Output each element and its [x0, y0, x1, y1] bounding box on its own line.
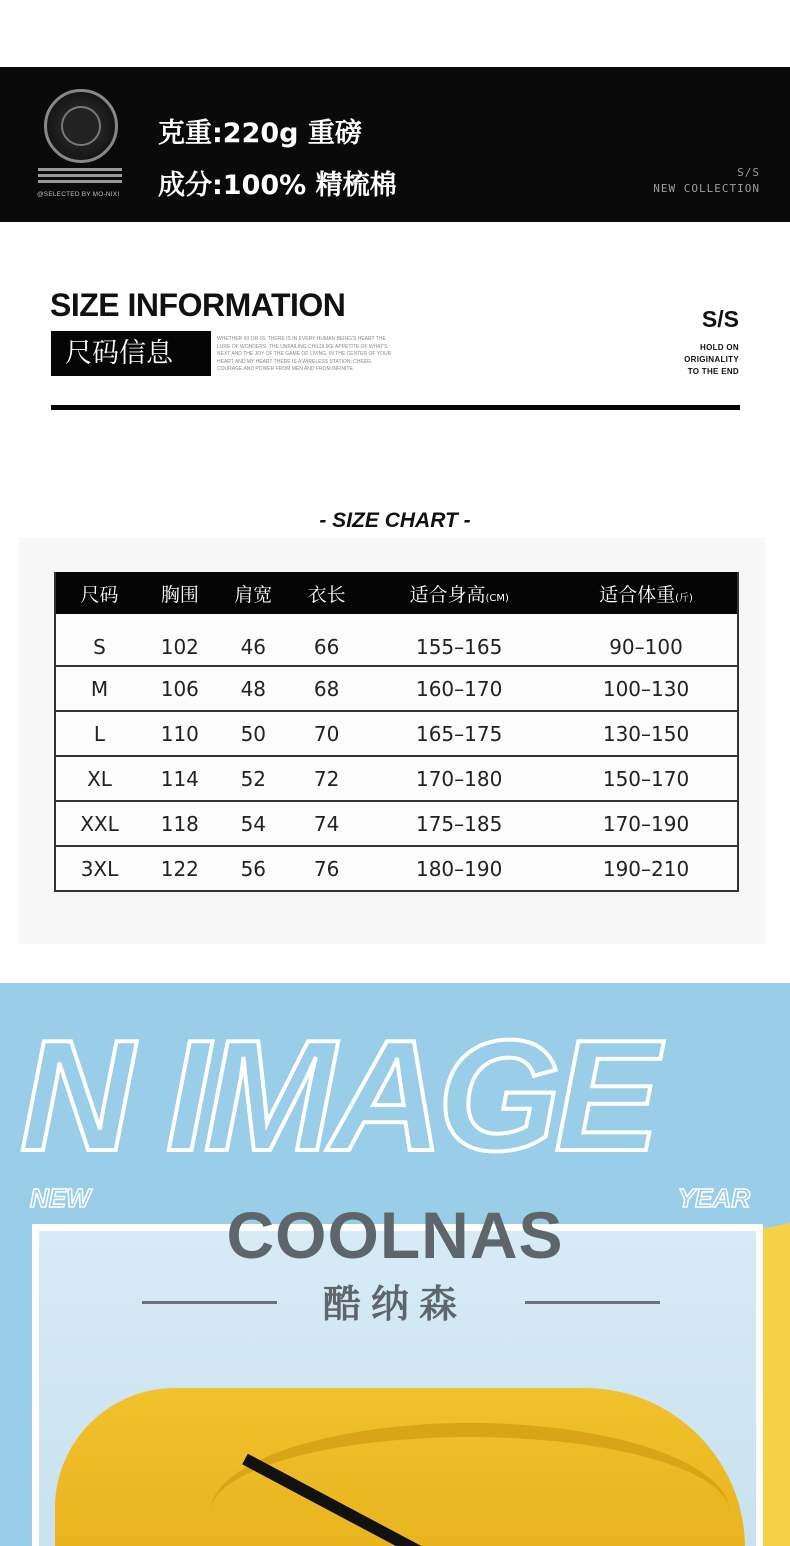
table-cell: 130–150 — [555, 711, 738, 756]
new-tag: NEW — [30, 1183, 91, 1213]
table-cell: 68 — [290, 666, 363, 711]
table-row — [55, 666, 738, 711]
header-unit: (斤) — [675, 592, 693, 604]
table-row — [55, 801, 738, 846]
header-unit: (CM) — [485, 592, 509, 604]
size-table-body — [55, 614, 738, 891]
table-cell: 66 — [290, 614, 363, 666]
table-cell: 170–180 — [363, 756, 555, 801]
header-label: 适合身高 — [409, 583, 486, 606]
badge-stripes — [38, 168, 122, 186]
header-label: 衣长 — [307, 583, 346, 606]
table-cell: 180–190 — [363, 846, 555, 891]
table-cell: 74 — [290, 801, 363, 846]
size-table-header-cell — [143, 572, 217, 614]
table-row — [55, 756, 738, 801]
slogan-line-2: ORIGINALITY — [684, 355, 739, 364]
table-cell: 76 — [290, 846, 363, 891]
size-information-title: SIZE INFORMATION — [50, 287, 346, 323]
table-cell: 72 — [290, 756, 363, 801]
table-cell: XXL — [55, 801, 143, 846]
table-cell: 50 — [217, 711, 290, 756]
table-cell: 102 — [143, 614, 217, 666]
slogan-line-3: TO THE END — [687, 367, 739, 376]
size-info-cn-label: 尺码信息 — [51, 331, 211, 376]
table-cell: 155–165 — [363, 614, 555, 666]
table-row — [55, 846, 738, 891]
slogan — [684, 342, 739, 378]
spec-banner — [0, 67, 790, 222]
table-cell: 160–170 — [363, 666, 555, 711]
badge-caption: @SELECTED BY MO-NIXI — [37, 191, 120, 198]
table-cell: 46 — [217, 614, 290, 666]
brand-cn-name: 酷纳森 — [322, 1282, 467, 1326]
season-label: S/S — [737, 166, 760, 179]
table-cell: 170–190 — [555, 801, 738, 846]
table-cell: 3XL — [55, 846, 143, 891]
table-cell: 52 — [217, 756, 290, 801]
tiger-badge-icon — [44, 89, 118, 163]
table-cell: L — [55, 711, 143, 756]
collection-label — [653, 165, 760, 197]
headline: N IMAGE — [20, 1008, 654, 1184]
table-cell: M — [55, 666, 143, 711]
size-table-header — [55, 572, 738, 614]
header-label: 适合体重 — [599, 583, 676, 606]
table-cell: S — [55, 614, 143, 666]
brand-rule-right — [525, 1301, 660, 1304]
table-cell: 70 — [290, 711, 363, 756]
table-cell: 100–130 — [555, 666, 738, 711]
table-cell: 122 — [143, 846, 217, 891]
brand-logo: COOLNAS — [226, 1198, 564, 1272]
table-cell: 54 — [217, 801, 290, 846]
table-cell: 118 — [143, 801, 217, 846]
divider — [51, 405, 740, 410]
size-table-header-cell — [555, 572, 738, 614]
table-cell: 110 — [143, 711, 217, 756]
material-spec: 成分:100% 精梳棉 — [158, 170, 397, 201]
table-cell: XL — [55, 756, 143, 801]
collection-text: NEW COLLECTION — [653, 182, 760, 195]
table-row — [55, 614, 738, 666]
weight-spec: 克重:220g 重磅 — [158, 118, 362, 149]
table-cell: 106 — [143, 666, 217, 711]
table-cell: 150–170 — [555, 756, 738, 801]
season-mark: S/S — [701, 306, 739, 332]
promo-section — [0, 983, 790, 1546]
table-cell: 90–100 — [555, 614, 738, 666]
table-cell: 56 — [217, 846, 290, 891]
year-tag: YEAR — [677, 1183, 750, 1213]
size-table-header-cell — [363, 572, 555, 614]
size-table-header-cell — [55, 572, 143, 614]
table-cell: 114 — [143, 756, 217, 801]
size-chart-title: - SIZE CHART - — [319, 509, 471, 532]
table-row — [55, 711, 738, 756]
table-cell: 175–185 — [363, 801, 555, 846]
fine-print: WHETHER 60 OR 16, THERE IS IN EVERY HUMAN BEING'S HEART THE LURE OF WONDERS, THE UNFAILING CHILDLIKE APPETITE OF WHAT'S NEXT AND THE JOY OF THE GAME OF LIVING. IN THE CENTER OF YOUR HEART AND MY HEART THERE IS A WIRELESS STATION; CHEER, COURAGE AND POWER FROM MEN AND FROM INFINITE. — [217, 336, 392, 372]
size-table-header-cell — [217, 572, 290, 614]
table-cell: 190–210 — [555, 846, 738, 891]
header-label: 尺码 — [80, 583, 119, 606]
header-label: 肩宽 — [234, 583, 273, 606]
size-table-header-cell — [290, 572, 363, 614]
header-label: 胸围 — [160, 583, 199, 606]
slogan-line-1: HOLD ON — [700, 343, 739, 352]
size-table — [54, 572, 739, 892]
table-cell: 165–175 — [363, 711, 555, 756]
table-cell: 48 — [217, 666, 290, 711]
